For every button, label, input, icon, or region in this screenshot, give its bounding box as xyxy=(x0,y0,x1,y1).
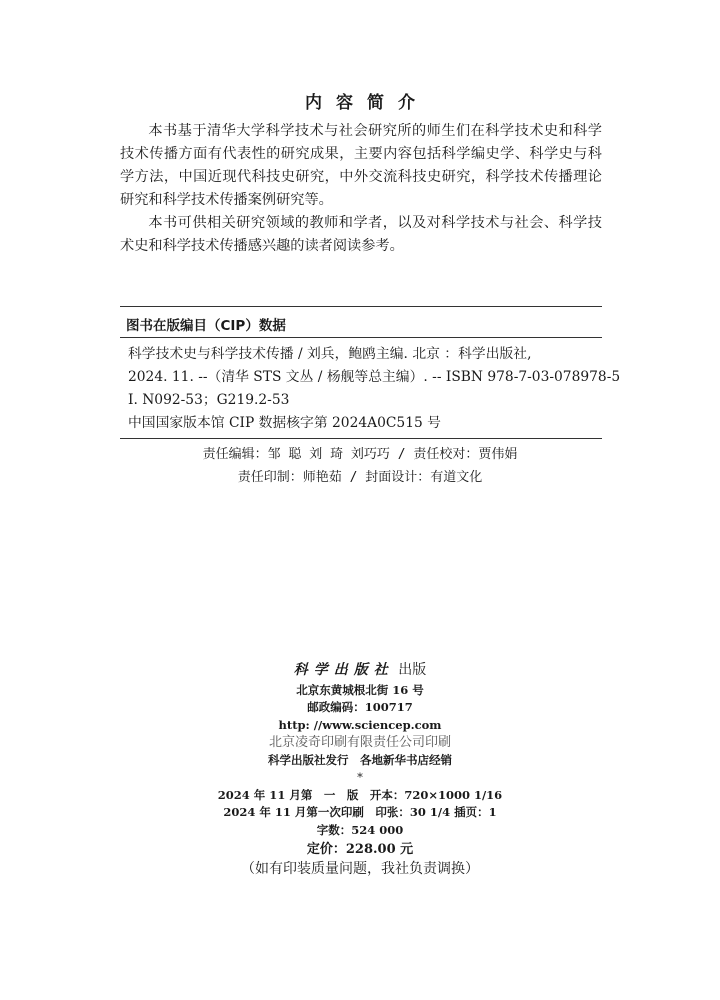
cip-bottom-rule xyxy=(120,438,602,439)
cip-line: 中国国家版本馆 CIP 数据核字第 2024A0C515 号 xyxy=(128,415,441,431)
separator-star: * xyxy=(357,770,363,784)
cip-top-rule xyxy=(120,306,602,307)
cip-heading: 图书在版编目（CIP）数据 xyxy=(126,318,286,334)
page-title: 内容简介 xyxy=(305,93,429,113)
printing-info: 2024 年 11 月第一次印刷 印张：30 1/4 插页：1 xyxy=(223,805,497,819)
website: http: //www.sciencep.com xyxy=(278,717,442,732)
publisher-name: 科学出版社 xyxy=(293,662,394,678)
editor-credits xyxy=(0,443,720,489)
word-count: 字数：524 000 xyxy=(316,822,404,837)
summary-text xyxy=(120,120,602,258)
cip-data-block xyxy=(128,343,621,435)
quality-note: （如有印装质量问题，我社负责调换） xyxy=(241,860,479,877)
colophon xyxy=(0,662,720,878)
summary-paragraph: 本书基于清华大学科学技术与社会研究所的师生们在科学技术史和科学技术传播方面有代表性的研究成果，主要内容包括科学编史学、科学史与科学方法，中国近现代科技史研究，中外交流科技史研究，科学技术传播理论研究和科学技术传播案例研究等。 xyxy=(120,123,602,208)
publisher-address: 北京东黄城根北街 16 号 xyxy=(296,682,424,697)
publisher-line xyxy=(0,662,720,680)
cip-heading-rule xyxy=(120,337,602,338)
editor-line: 责任印制：师艳茹 / 封面设计：有道文化 xyxy=(237,470,483,485)
price: 定价：228.00 元 xyxy=(306,842,414,857)
cip-line: 科学技术史与科学技术传播 / 刘兵，鲍鸥主编. 北京 ：科学出版社, xyxy=(128,346,532,362)
cip-line: 2024. 11. --（清华 STS 文丛 / 杨舰等总主编）. -- ISBN 978-7-03-078978-5 xyxy=(128,369,621,385)
distribution: 科学出版社发行 各地新华书店经销 xyxy=(268,752,452,767)
printer: 北京凌奇印刷有限责任公司印刷 xyxy=(268,735,451,750)
publisher-suffix: 出版 xyxy=(398,662,427,678)
edition-info: 2024 年 11 月第 一 版 开本：720×1000 1/16 xyxy=(217,787,503,802)
postcode: 邮政编码：100717 xyxy=(307,700,413,714)
cip-line: Ⅰ. N092-53；G219.2-53 xyxy=(128,392,290,408)
editor-line: 责任编辑：邹 聪 刘 琦 刘巧巧 / 责任校对：贾伟娟 xyxy=(202,447,518,462)
summary-paragraph: 本书可供相关研究领域的教师和学者，以及对科学技术与社会、科学技术史和科学技术传播感兴趣的读者阅读参考。 xyxy=(120,215,602,254)
